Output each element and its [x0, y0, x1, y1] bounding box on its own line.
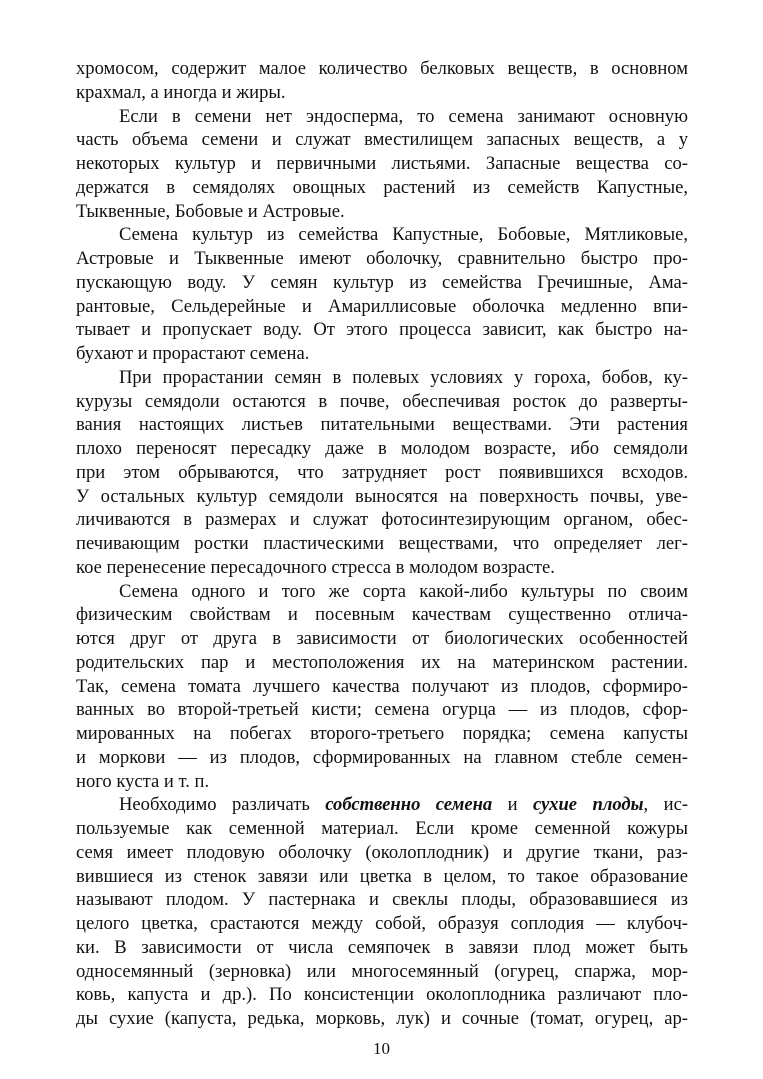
text-line: часть объема семени и служат вместилищем запасных веществ, а у [76, 129, 688, 151]
text-line: кое перенесение пересадочного стресса в молодом возрасте. [76, 556, 555, 578]
text-line-with-emphasis [76, 793, 688, 817]
text-line: вившиеся из стенок завязи или цветка в целом, то такое образование [76, 865, 688, 887]
text-line: личиваются в размерах и служат фотосинтезирующим органом, обес- [76, 509, 688, 531]
text-line: тывает и пропускает воду. От этого процесса зависит, как быстро на- [76, 319, 688, 341]
text-line: плохо переносят пересадку даже в молодом возрасте, ибо семядоли [76, 438, 688, 459]
text-run: , ис- [643, 794, 688, 816]
text-line: целого цветка, срастаются между собой, образуя соплодия — клубоч- [76, 913, 688, 934]
text-line: Астровые и Тыквенные имеют оболочку, сравнительно быстро про- [76, 248, 688, 269]
text-line: мированных на побегах второго-третьего порядка; семена капусты [76, 723, 688, 744]
text-line: хромосом, содержит малое количество белковых веществ, в основном [76, 58, 688, 79]
paragraph-5 [76, 580, 688, 794]
text-line: родительских пар и местоположения их на материнском растении. [76, 651, 688, 673]
text-line: ются друг от друга в зависимости от биологических особенностей [76, 628, 688, 649]
page-number: 10 [373, 1039, 390, 1058]
text-line: рантовые, Сельдерейные и Амариллисовые оболочка медленно впи- [76, 295, 688, 317]
text-line: держатся в семядолях овощных растений из семейств Капустные, [76, 176, 688, 198]
emphasis-term: собственно семена [325, 794, 493, 816]
text-line: Семена культур из семейства Капустные, Бобовые, Мятликовые, [119, 224, 688, 246]
text-line: курузы семядоли остаются в почве, обеспечивая росток до разверты- [76, 390, 688, 412]
text-line: вания настоящих листьев питательными веществами. Эти растения [76, 414, 688, 436]
paragraph-1 [76, 57, 688, 105]
text-line: бухают и прорастают семена. [76, 343, 310, 364]
text-line: ды сухие (капуста, редька, морковь, лук) и сочные (томат, огурец, ар- [76, 1008, 688, 1029]
emphasis-term: сухие плоды [533, 794, 644, 816]
text-line: и моркови — из плодов, сформированных на главном стебле семен- [76, 746, 688, 768]
text-line: пускающую воду. У семян культур из семейства Гречишные, Ама- [76, 271, 688, 293]
paragraph-2 [76, 105, 688, 224]
paragraph-3 [76, 223, 688, 366]
text-line: называют плодом. У пастернака и свеклы плоды, образовавшиеся из [76, 889, 688, 911]
paragraph-6 [76, 793, 688, 1031]
text-line: крахмал, а иногда и жиры. [76, 81, 286, 103]
text-line: при этом обрываются, что затрудняет рост появившихся всходов. [76, 461, 688, 483]
text-line: ванных во второй-третьей кисти; семена огурца — из плодов, сфор- [76, 699, 688, 721]
text-line: печивающим ростки пластическими веществами, что определяет лег- [76, 533, 688, 554]
text-line: Семена одного и того же сорта какой-либо культуры по своим [119, 580, 688, 602]
document-page [76, 57, 688, 1031]
text-line: пользуемые как семенной материал. Если кроме семенной кожуры [76, 818, 688, 839]
text-line: односемянный (зерновка) или многосемянный (огурец, спаржа, мор- [76, 960, 688, 982]
text-line: У остальных культур семядоли выносятся на поверхность почвы, уве- [76, 485, 688, 507]
text-line: физическим свойствам и посевным качествам существенно отлича- [76, 604, 688, 626]
paragraph-4 [76, 366, 688, 580]
text-line: некоторых культур и первичными листьями. Запасные вещества со- [76, 153, 688, 174]
text-line: При прорастании семян в полевых условиях у гороха, бобов, ку- [119, 366, 688, 388]
text-line: Тыквенные, Бобовые и Астровые. [76, 200, 345, 222]
text-run: Необходимо различать [119, 794, 326, 816]
text-line: семя имеет плодовую оболочку (околоплодник) и другие ткани, раз- [76, 841, 688, 863]
text-line: ного куста и т. п. [76, 770, 210, 792]
text-line: Если в семени нет эндосперма, то семена занимают основную [119, 105, 688, 127]
text-line: ки. В зависимости от числа семяпочек в завязи плод может быть [76, 936, 688, 958]
text-run: и [492, 794, 534, 816]
text-line: ковь, капуста и др.). По консистенции околоплодника различают пло- [76, 984, 688, 1006]
text-line: Так, семена томата лучшего качества получают из плодов, сформиро- [76, 675, 688, 697]
